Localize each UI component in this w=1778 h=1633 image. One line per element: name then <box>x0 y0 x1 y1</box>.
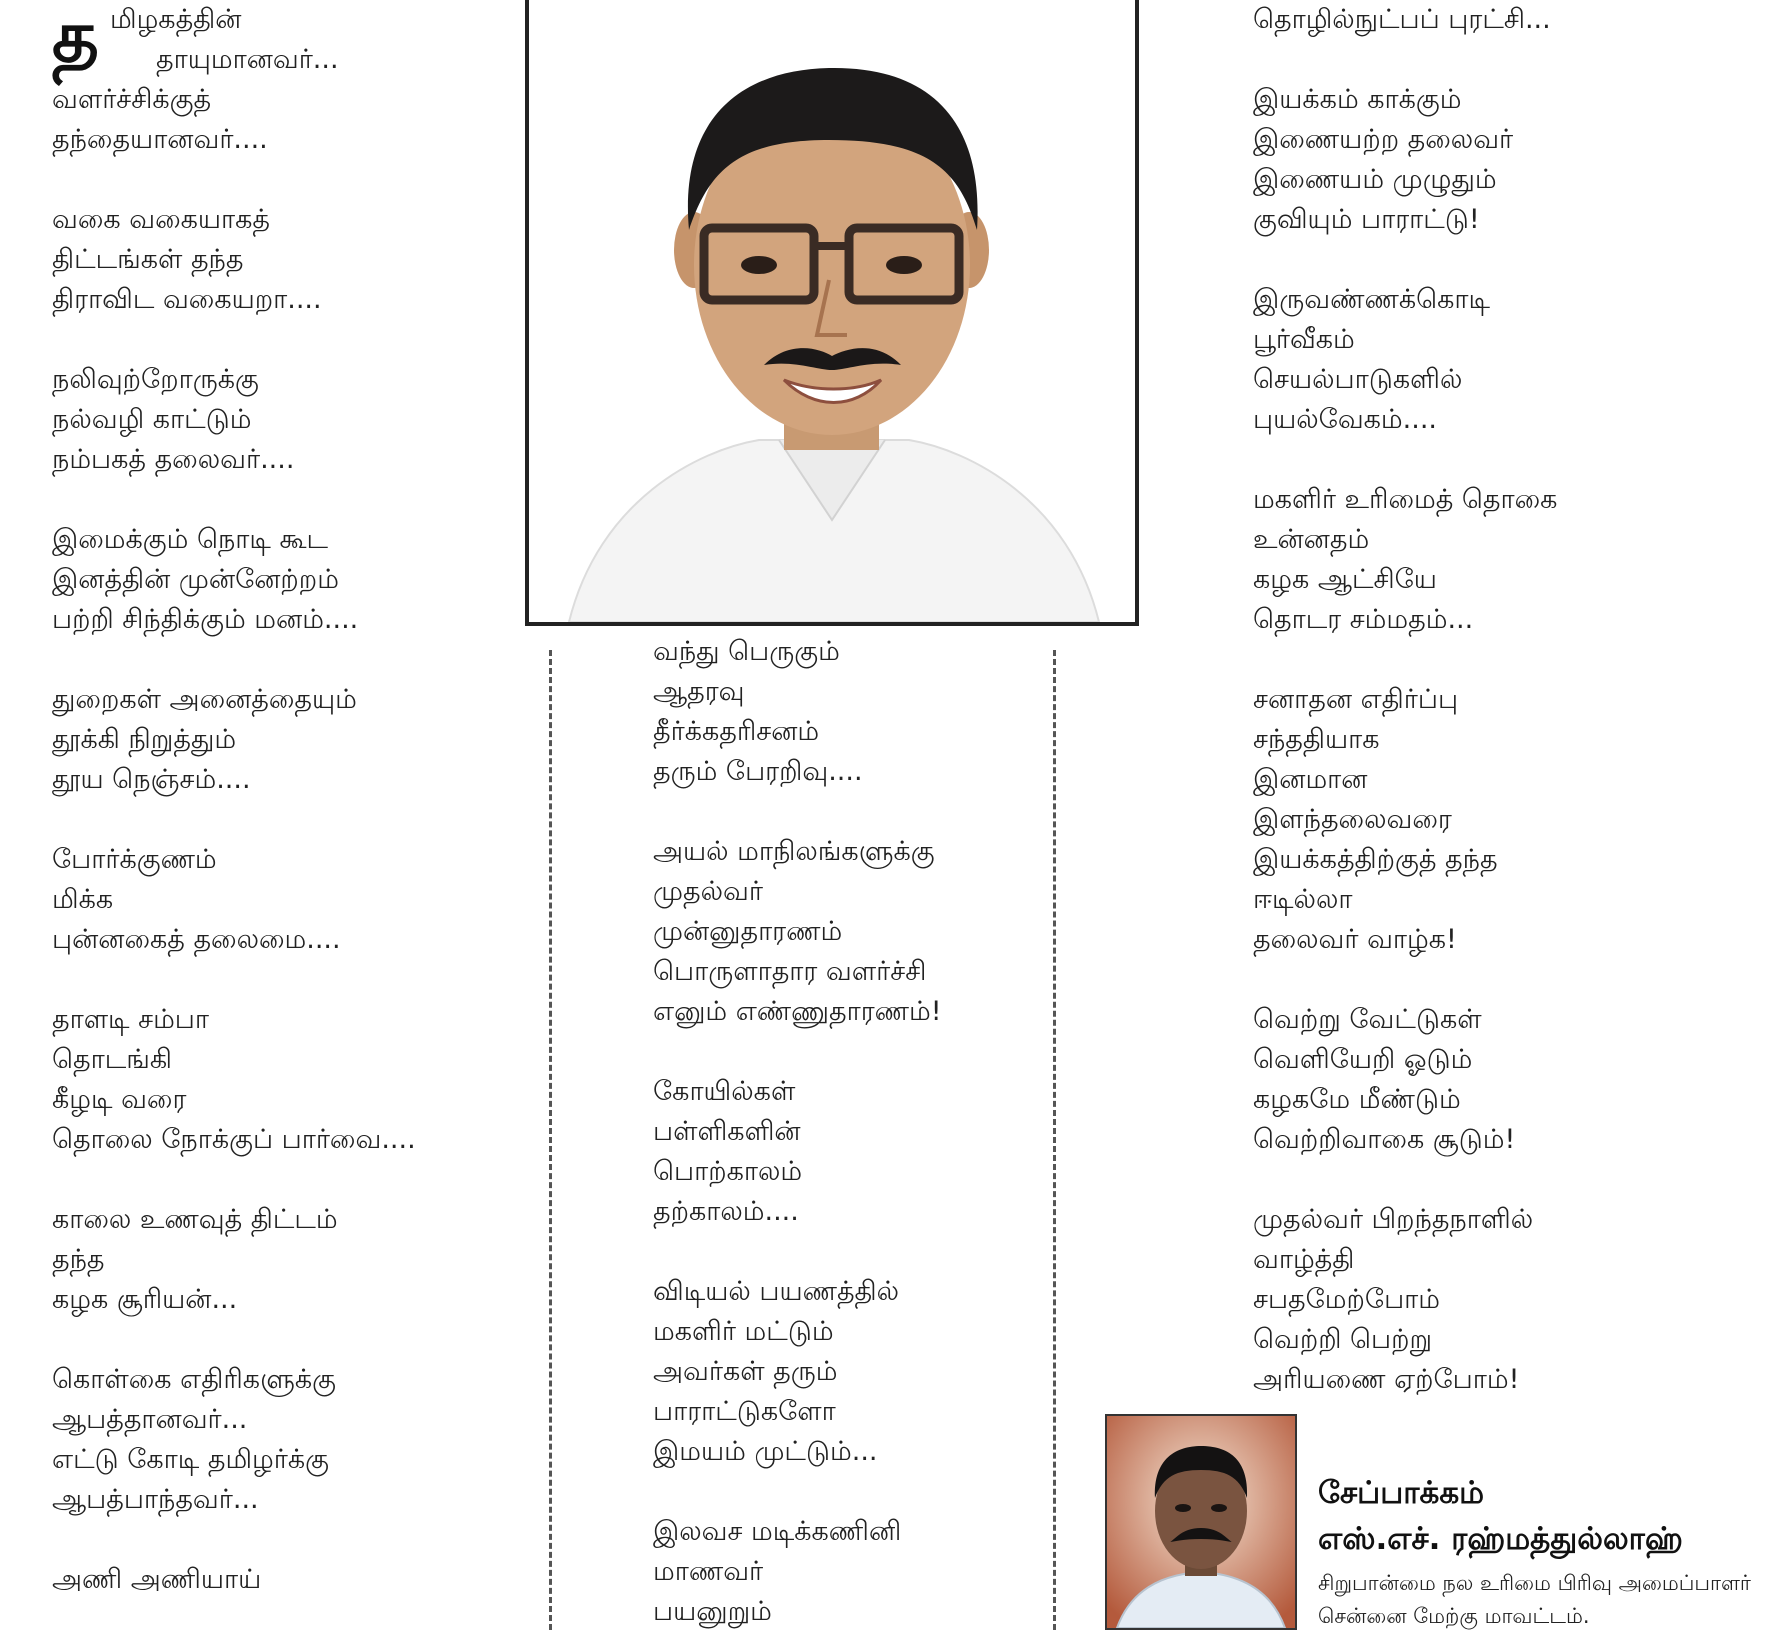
poem-line: குவியும் பாராட்டு! <box>1253 204 1480 235</box>
poem-line: இருவண்ணக்கொடி <box>1253 284 1490 315</box>
stanza-break <box>653 1032 942 1072</box>
poem-line: கோயில்கள் <box>653 1076 796 1107</box>
poem-line: மிழகத்தின் <box>110 4 242 35</box>
poem-line: ஈடில்லா <box>1253 884 1353 915</box>
poem-line: கழகமே மீண்டும் <box>1253 1084 1461 1115</box>
poem-line: தொடர சம்மதம்... <box>1253 604 1474 635</box>
poem-line: ஆதரவு <box>653 676 745 707</box>
poem-line: திட்டங்கள் தந்த <box>52 244 244 275</box>
column-divider <box>549 650 552 1630</box>
poem-line: இமயம் முட்டும்... <box>653 1436 878 1467</box>
poem-line: பொருளாதார வளர்ச்சி <box>653 956 927 987</box>
poem-line: காலை உணவுத் திட்டம் <box>52 1204 338 1235</box>
poem-line: கழக சூரியன்... <box>52 1284 238 1315</box>
poem-line: ஆபத்தானவர்... <box>52 1404 248 1435</box>
poem-line: பாராட்டுகளோ <box>653 1396 836 1427</box>
poem-line: தீர்க்கதரிசனம் <box>653 716 820 747</box>
poem-line: வகை வகையாகத் <box>52 204 271 235</box>
column-divider <box>1053 650 1056 1630</box>
poem-line: தந்த <box>52 1244 105 1275</box>
poem-line: தொலை நோக்குப் பார்வை.... <box>52 1124 416 1155</box>
poem-line: இயக்கத்திற்குத் தந்த <box>1253 844 1498 875</box>
author-designation <box>1318 1567 1751 1633</box>
stanza-break <box>52 1160 416 1200</box>
stanza-break <box>52 960 416 1000</box>
poem-line: திராவிட வகையறா.... <box>52 284 322 315</box>
drop-cap-letter: த <box>52 0 99 78</box>
author-name-line: எஸ்.எச். ரஹ்மத்துல்லாஹ் <box>1318 1521 1683 1557</box>
poem-line: பொற்காலம் <box>653 1156 803 1187</box>
stanza-break <box>52 640 416 680</box>
poem-line: வெற்றி பெற்று <box>1253 1324 1433 1355</box>
poem-line: போர்க்குணம் <box>52 844 217 875</box>
stanza-break <box>1253 640 1557 680</box>
poem-line: கழக ஆட்சியே <box>1253 564 1437 595</box>
poem-line: தற்காலம்.... <box>653 1196 799 1227</box>
stanza-break <box>52 800 416 840</box>
poem-line: வந்து பெருகும் <box>653 636 840 667</box>
stanza-break <box>1253 40 1557 80</box>
stanza-break <box>52 320 416 360</box>
poem-line: நல்வழி காட்டும் <box>52 404 252 435</box>
stanza-break <box>52 1520 416 1560</box>
author-role-line: சிறுபான்மை நல உரிமை பிரிவு அமைப்பாளர் <box>1318 1571 1751 1595</box>
poem-line: மகளிர் உரிமைத் தொகை <box>1253 484 1558 515</box>
opening-stanza <box>52 0 416 80</box>
poem-line: இமைக்கும் நொடி கூட <box>52 524 329 555</box>
stanza-break <box>1253 1160 1557 1200</box>
portrait-illustration <box>529 0 1135 622</box>
stanza-break <box>52 160 416 200</box>
stanza-break <box>1253 440 1557 480</box>
stanza-break <box>1253 960 1557 1000</box>
poem-line: தந்தையானவர்.... <box>52 124 268 155</box>
poem-line: தொடங்கி <box>52 1044 172 1075</box>
poem-line: ஆபத்பாந்தவர்... <box>52 1484 259 1515</box>
stanza-break <box>653 1472 942 1512</box>
poem-line: தரும் பேரறிவு.... <box>653 756 863 787</box>
poem-line: புன்னகைத் தலைமை.... <box>52 924 341 955</box>
poem-line: அரியணை ஏற்போம்! <box>1253 1364 1520 1395</box>
poem-line: முன்னுதாரணம் <box>653 916 843 947</box>
poem-line: இனமான <box>1253 764 1368 795</box>
poem-line: நலிவுற்றோருக்கு <box>52 364 259 395</box>
poem-line: கொள்கை எதிரிகளுக்கு <box>52 1364 336 1395</box>
stanza-break <box>653 1232 942 1272</box>
poem-line: கீழடி வரை <box>52 1084 187 1115</box>
poem-line: துறைகள் அனைத்தையும் <box>52 684 357 715</box>
poem-lines-right <box>1253 0 1557 1400</box>
poem-line: வாழ்த்தி <box>1253 1244 1355 1275</box>
stanza-break <box>52 1320 416 1360</box>
poem-line: வளர்ச்சிக்குத் <box>52 84 212 115</box>
poem-line: தாயுமானவர்... <box>156 44 339 75</box>
poem-line: அவர்கள் தரும் <box>653 1356 838 1387</box>
poem-line: முதல்வர் பிறந்தநாளில் <box>1253 1204 1534 1235</box>
poem-line: இயக்கம் காக்கும் <box>1253 84 1462 115</box>
poem-line: சந்ததியாக <box>1253 724 1380 755</box>
poem-column-middle <box>653 632 942 1632</box>
poem-line: வெளியேறி ஓடும் <box>1253 1044 1473 1075</box>
poem-lines-left <box>52 80 416 1600</box>
author-name-line: சேப்பாக்கம் <box>1318 1475 1485 1511</box>
poem-line: தலைவர் வாழ்க! <box>1253 924 1457 955</box>
poem-line: தூய நெஞ்சம்.... <box>52 764 251 795</box>
poem-line: சபதமேற்போம் <box>1253 1284 1440 1315</box>
poem-line: முதல்வர் <box>653 876 763 907</box>
poem-line: பயனுறும் <box>653 1596 772 1627</box>
author-role-line: சென்னை மேற்கு மாவட்டம். <box>1318 1604 1590 1628</box>
poem-line: எனும் எண்ணுதாரணம்! <box>653 996 942 1027</box>
poem-column-left <box>52 0 416 1600</box>
poem-column-right <box>1253 0 1557 1400</box>
poem-line: நம்பகத் தலைவர்.... <box>52 444 295 475</box>
poem-line: விடியல் பயணத்தில் <box>653 1276 900 1307</box>
author-photo-illustration <box>1107 1416 1295 1628</box>
poem-line: உன்னதம் <box>1253 524 1370 555</box>
poem-line: வெற்றிவாகை சூடும்! <box>1253 1124 1516 1155</box>
poem-line: இளந்தலைவரை <box>1253 804 1452 835</box>
poem-line: பற்றி சிந்திக்கும் மனம்.... <box>52 604 359 635</box>
stanza-break <box>52 480 416 520</box>
poem-line: தாளடி சம்பா <box>52 1004 210 1035</box>
poem-line: பள்ளிகளின் <box>653 1116 801 1147</box>
poem-line: அணி அணியாய் <box>52 1564 262 1595</box>
poem-line: இணையம் முழுதும் <box>1253 164 1497 195</box>
poem-line: தொழில்நுட்பப் புரட்சி... <box>1253 4 1551 35</box>
author-photo <box>1105 1414 1297 1630</box>
poem-line: பூர்வீகம் <box>1253 324 1355 355</box>
poem-line: வெற்று வேட்டுகள் <box>1253 1004 1482 1035</box>
poem-line: எட்டு கோடி தமிழர்க்கு <box>52 1444 329 1475</box>
poem-line: அயல் மாநிலங்களுக்கு <box>653 836 935 867</box>
poem-line: புயல்வேகம்.... <box>1253 404 1437 435</box>
poem-line: செயல்பாடுகளில் <box>1253 364 1463 395</box>
poem-line: தூக்கி நிறுத்தும் <box>52 724 237 755</box>
poem-line: மாணவர் <box>653 1556 764 1587</box>
poem-line: மகளிர் மட்டும் <box>653 1316 834 1347</box>
poem-line: இலவச மடிக்கணினி <box>653 1516 902 1547</box>
poem-line: சனாதன எதிர்ப்பு <box>1253 684 1459 715</box>
poem-lines-middle <box>653 632 942 1632</box>
stanza-break <box>653 792 942 832</box>
author-name <box>1318 1470 1683 1562</box>
stanza-break <box>1253 240 1557 280</box>
chief-minister-portrait <box>525 0 1139 626</box>
poem-line: இனத்தின் முன்னேற்றம் <box>52 564 339 595</box>
poem-line: இணையற்ற தலைவர் <box>1253 124 1514 155</box>
poem-line: மிக்க <box>52 884 114 915</box>
